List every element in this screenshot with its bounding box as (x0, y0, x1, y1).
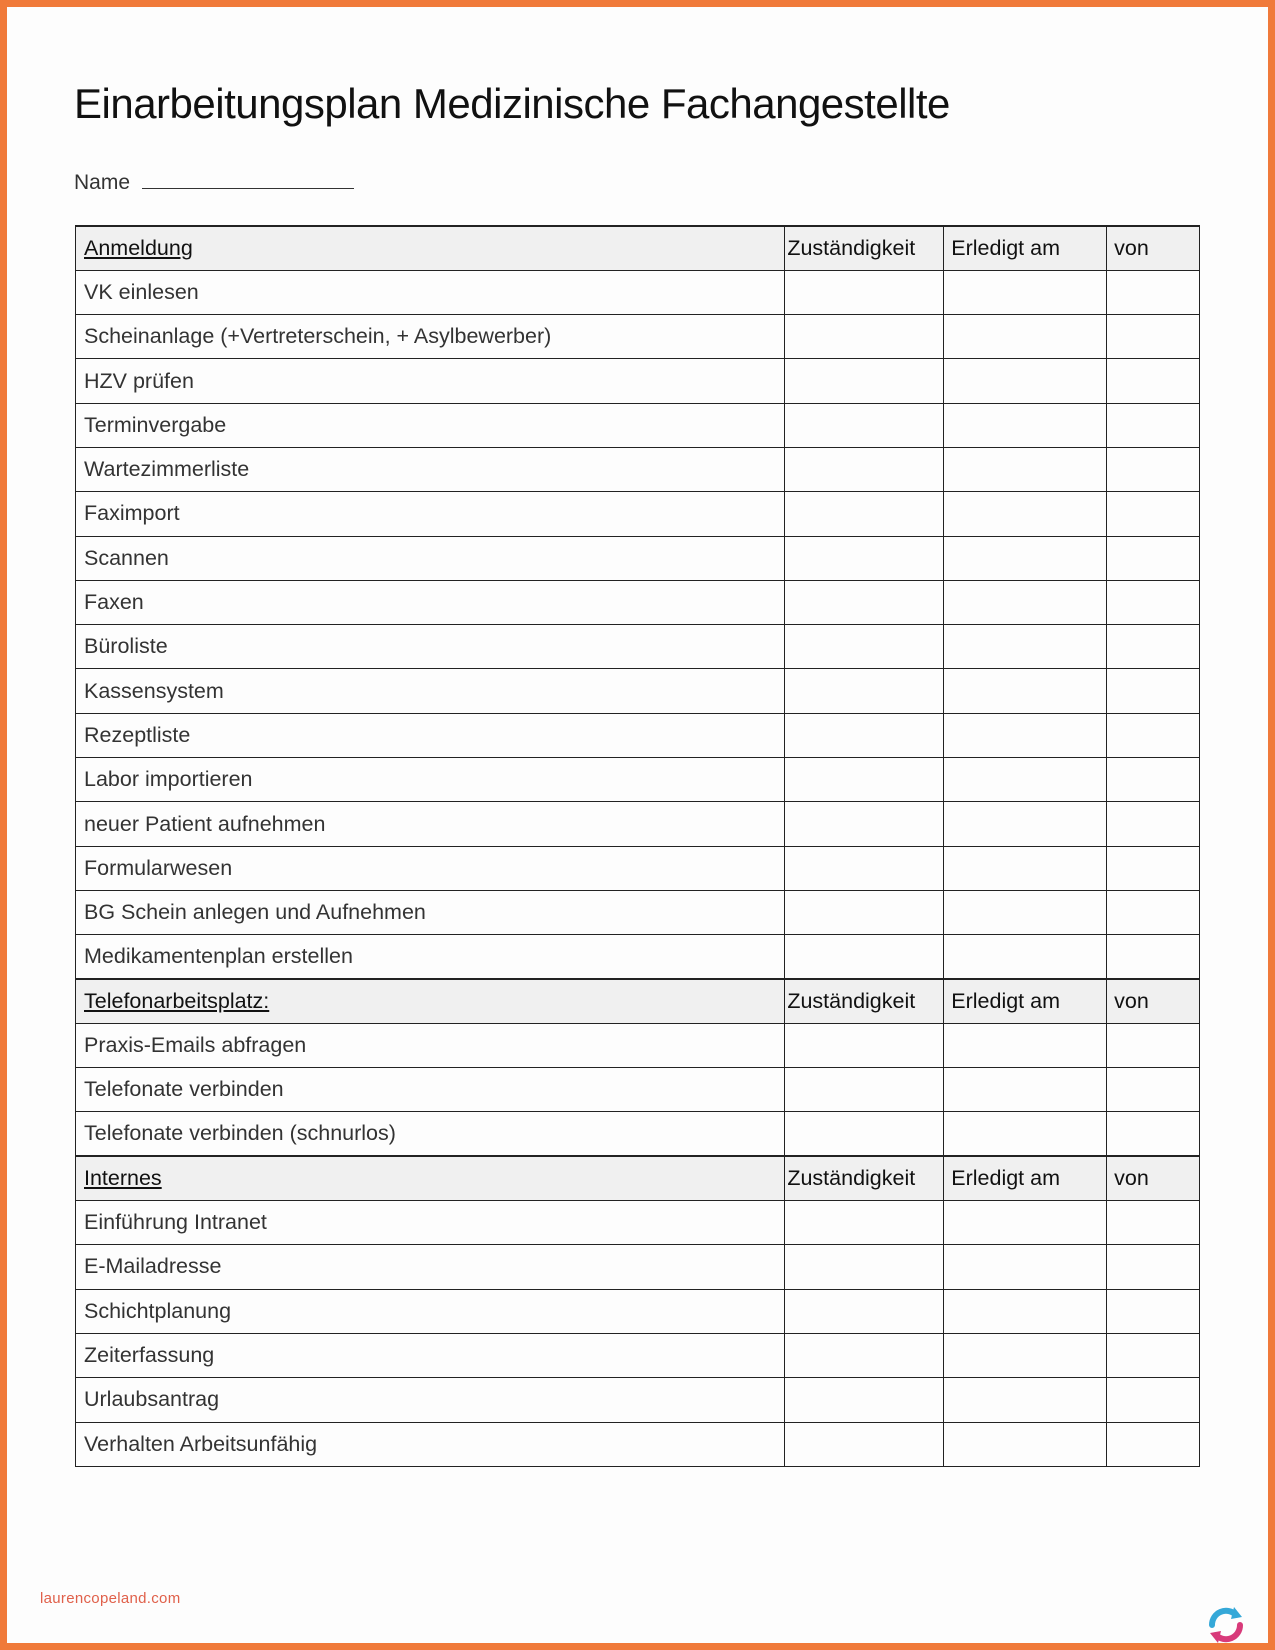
task-label: HZV prüfen (76, 359, 785, 403)
onboarding-table (75, 225, 1200, 1467)
by-cell[interactable] (1107, 492, 1200, 536)
done-on-cell[interactable] (944, 315, 1107, 359)
done-on-cell[interactable] (944, 270, 1107, 314)
responsibility-cell[interactable] (785, 1023, 944, 1067)
task-label: Scannen (76, 536, 785, 580)
section-title: Internes (76, 1156, 785, 1200)
task-label: Terminvergabe (76, 403, 785, 447)
responsibility-cell[interactable] (785, 802, 944, 846)
done-on-cell[interactable] (944, 580, 1107, 624)
by-cell[interactable] (1107, 536, 1200, 580)
responsibility-cell[interactable] (785, 713, 944, 757)
done-on-cell[interactable] (944, 625, 1107, 669)
task-label: Faximport (76, 492, 785, 536)
section-header-row (76, 226, 1200, 270)
table-row (76, 315, 1200, 359)
responsibility-cell[interactable] (785, 580, 944, 624)
section-header-row (76, 1156, 1200, 1200)
task-label: Urlaubsantrag (76, 1378, 785, 1422)
section-header-row (76, 979, 1200, 1023)
by-cell[interactable] (1107, 713, 1200, 757)
by-cell[interactable] (1107, 669, 1200, 713)
task-label: Rezeptliste (76, 713, 785, 757)
by-cell[interactable] (1107, 403, 1200, 447)
table-row (76, 580, 1200, 624)
done-on-cell[interactable] (944, 536, 1107, 580)
task-label: Formularwesen (76, 846, 785, 890)
responsibility-cell[interactable] (785, 1245, 944, 1289)
by-cell[interactable] (1107, 1023, 1200, 1067)
responsibility-cell[interactable] (785, 536, 944, 580)
by-cell[interactable] (1107, 1201, 1200, 1245)
done-on-cell[interactable] (944, 359, 1107, 403)
responsibility-cell[interactable] (785, 1068, 944, 1112)
responsibility-cell[interactable] (785, 447, 944, 491)
table-row (76, 1023, 1200, 1067)
name-label: Name (74, 171, 131, 194)
by-cell[interactable] (1107, 846, 1200, 890)
responsibility-cell[interactable] (785, 403, 944, 447)
responsibility-cell[interactable] (785, 1201, 944, 1245)
task-label: Kassensystem (76, 669, 785, 713)
by-cell[interactable] (1107, 802, 1200, 846)
done-on-cell[interactable] (944, 1023, 1107, 1067)
table-row (76, 890, 1200, 934)
column-header-done-on: Erledigt am (944, 979, 1107, 1023)
page-title: Einarbeitungsplan Medizinische Fachangestellte (74, 80, 950, 127)
by-cell[interactable] (1107, 1289, 1200, 1333)
done-on-cell[interactable] (944, 669, 1107, 713)
name-blank-line[interactable] (142, 168, 354, 189)
done-on-cell[interactable] (944, 846, 1107, 890)
done-on-cell[interactable] (944, 935, 1107, 979)
task-label: Telefonate verbinden (76, 1068, 785, 1112)
task-label: BG Schein anlegen und Aufnehmen (76, 890, 785, 934)
responsibility-cell[interactable] (785, 1378, 944, 1422)
column-header-by: von (1107, 979, 1200, 1023)
by-cell[interactable] (1107, 447, 1200, 491)
done-on-cell[interactable] (944, 713, 1107, 757)
table-row (76, 359, 1200, 403)
section-title: Anmeldung (76, 226, 785, 270)
table-row (76, 1422, 1200, 1466)
table-row (76, 935, 1200, 979)
table-row (76, 713, 1200, 757)
responsibility-cell[interactable] (785, 359, 944, 403)
responsibility-cell[interactable] (785, 625, 944, 669)
by-cell[interactable] (1107, 1333, 1200, 1377)
responsibility-cell[interactable] (785, 1333, 944, 1377)
table-row (76, 802, 1200, 846)
by-cell[interactable] (1107, 758, 1200, 802)
done-on-cell[interactable] (944, 1201, 1107, 1245)
task-label: Wartezimmerliste (76, 447, 785, 491)
done-on-cell[interactable] (944, 403, 1107, 447)
by-cell[interactable] (1107, 580, 1200, 624)
done-on-cell[interactable] (944, 890, 1107, 934)
responsibility-cell[interactable] (785, 1422, 944, 1466)
table-row (76, 1112, 1200, 1156)
task-label: Zeiterfassung (76, 1333, 785, 1377)
table-row (76, 403, 1200, 447)
responsibility-cell[interactable] (785, 492, 944, 536)
table-row (76, 846, 1200, 890)
column-header-by: von (1107, 226, 1200, 270)
task-label: Büroliste (76, 625, 785, 669)
table-row (76, 1245, 1200, 1289)
done-on-cell[interactable] (944, 492, 1107, 536)
section-title: Telefonarbeitsplatz: (76, 979, 785, 1023)
task-label: E-Mailadresse (76, 1245, 785, 1289)
table-row (76, 1201, 1200, 1245)
by-cell[interactable] (1107, 270, 1200, 314)
done-on-cell[interactable] (944, 1245, 1107, 1289)
task-label: Praxis-Emails abfragen (76, 1023, 785, 1067)
responsibility-cell[interactable] (785, 1289, 944, 1333)
responsibility-cell[interactable] (785, 935, 944, 979)
name-field (74, 168, 354, 195)
by-cell[interactable] (1107, 359, 1200, 403)
by-cell[interactable] (1107, 890, 1200, 934)
done-on-cell[interactable] (944, 1068, 1107, 1112)
task-label: Medikamentenplan erstellen (76, 935, 785, 979)
responsibility-cell[interactable] (785, 315, 944, 359)
responsibility-cell[interactable] (785, 890, 944, 934)
footer-site: laurencopeland.com (40, 1590, 181, 1607)
done-on-cell[interactable] (944, 758, 1107, 802)
circular-arrows-icon (1204, 1603, 1248, 1647)
task-label: Labor importieren (76, 758, 785, 802)
table-row (76, 1378, 1200, 1422)
by-cell[interactable] (1107, 935, 1200, 979)
table-row (76, 758, 1200, 802)
column-header-responsibility: Zuständigkeit (785, 226, 944, 270)
task-label: Faxen (76, 580, 785, 624)
column-header-done-on: Erledigt am (944, 226, 1107, 270)
table-row (76, 447, 1200, 491)
responsibility-cell[interactable] (785, 1112, 944, 1156)
responsibility-cell[interactable] (785, 846, 944, 890)
column-header-by: von (1107, 1156, 1200, 1200)
task-label: Telefonate verbinden (schnurlos) (76, 1112, 785, 1156)
table-row (76, 1068, 1200, 1112)
table-row (76, 669, 1200, 713)
by-cell[interactable] (1107, 1068, 1200, 1112)
task-label: VK einlesen (76, 270, 785, 314)
by-cell[interactable] (1107, 315, 1200, 359)
table-row (76, 625, 1200, 669)
task-label: Scheinanlage (+Vertreterschein, + Asylbewerber) (76, 315, 785, 359)
done-on-cell[interactable] (944, 1289, 1107, 1333)
done-on-cell[interactable] (944, 1333, 1107, 1377)
column-header-responsibility: Zuständigkeit (785, 979, 944, 1023)
column-header-done-on: Erledigt am (944, 1156, 1107, 1200)
responsibility-cell[interactable] (785, 669, 944, 713)
table-row (76, 270, 1200, 314)
done-on-cell[interactable] (944, 1112, 1107, 1156)
responsibility-cell[interactable] (785, 758, 944, 802)
by-cell[interactable] (1107, 1422, 1200, 1466)
by-cell[interactable] (1107, 1112, 1200, 1156)
table-row (76, 536, 1200, 580)
table-row (76, 1289, 1200, 1333)
done-on-cell[interactable] (944, 447, 1107, 491)
task-label: Einführung Intranet (76, 1201, 785, 1245)
done-on-cell[interactable] (944, 802, 1107, 846)
table-row (76, 1333, 1200, 1377)
task-label: Schichtplanung (76, 1289, 785, 1333)
by-cell[interactable] (1107, 625, 1200, 669)
column-header-responsibility: Zuständigkeit (785, 1156, 944, 1200)
task-label: neuer Patient aufnehmen (76, 802, 785, 846)
table-row (76, 492, 1200, 536)
done-on-cell[interactable] (944, 1378, 1107, 1422)
task-label: Verhalten Arbeitsunfähig (76, 1422, 785, 1466)
by-cell[interactable] (1107, 1378, 1200, 1422)
by-cell[interactable] (1107, 1245, 1200, 1289)
done-on-cell[interactable] (944, 1422, 1107, 1466)
responsibility-cell[interactable] (785, 270, 944, 314)
